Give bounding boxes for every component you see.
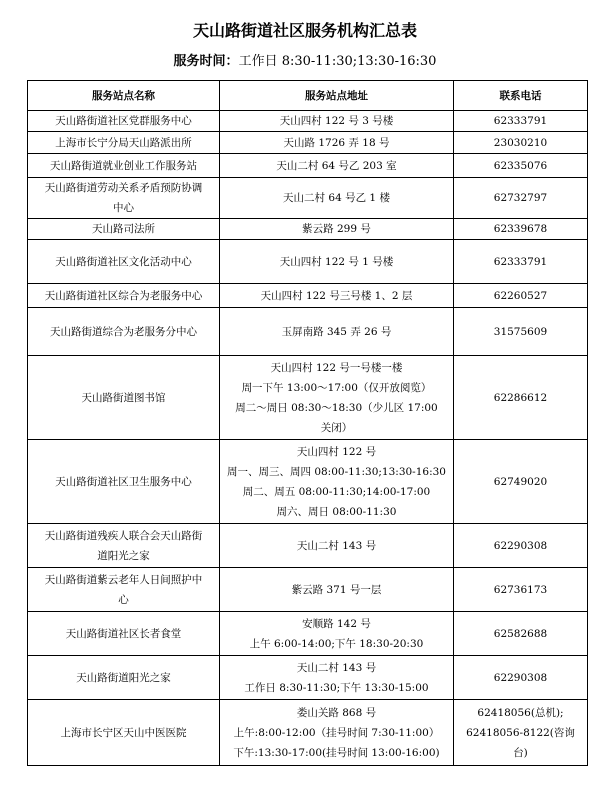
station-address-cell — [220, 219, 454, 240]
cell-text-line: 62335076 — [493, 159, 548, 172]
station-address-cell — [220, 656, 454, 700]
station-phone-cell — [454, 284, 588, 308]
station-name-cell — [28, 440, 220, 524]
cell-text-line: 天山路街道就业创业工作服务站 — [50, 159, 197, 172]
station-address-cell — [220, 308, 454, 356]
station-phone-cell — [454, 356, 588, 440]
cell-text-line: 中心 — [113, 202, 134, 214]
cell-text-line: 上午 6:00-14:00;下午 18:30-20:30 — [249, 637, 424, 650]
cell-text-line: 周六、周日 08:00-11:30 — [276, 505, 397, 518]
table-row — [28, 178, 588, 219]
service-directory-table — [27, 80, 588, 766]
station-phone-cell — [454, 308, 588, 356]
cell-text-line: 31575609 — [493, 325, 548, 338]
cell-text-line: 下午:13:30-17:00(挂号时间 13:00-16:00) — [233, 746, 440, 759]
cell-text-line: 62749020 — [493, 475, 548, 488]
cell-text-line: 天山路街道阳光之家 — [76, 671, 171, 684]
table-row — [28, 700, 588, 766]
cell-text-line: 天山路街道紫云老年人日间照护中 — [44, 573, 203, 586]
cell-text-line: 关闭） — [320, 421, 353, 434]
cell-text-line: 天山路街道劳动关系矛盾预防协调 — [44, 182, 203, 194]
cell-text-line: 天山路司法所 — [92, 223, 155, 235]
cell-text-line: 娄山关路 868 号 — [296, 706, 377, 719]
station-address-cell — [220, 524, 454, 568]
cell-text-line: 上海市长宁分局天山路派出所 — [55, 136, 192, 149]
cell-text-line: 天山路街道综合为老服务分中心 — [50, 325, 197, 338]
station-phone-cell — [454, 111, 588, 132]
table-row — [28, 240, 588, 284]
station-name-cell — [28, 240, 220, 284]
cell-text-line: 台) — [513, 746, 528, 759]
station-name-cell — [28, 219, 220, 240]
cell-text-line: 道阳光之家 — [97, 549, 150, 562]
cell-text-line: 天山路 1726 弄 18 号 — [283, 136, 390, 149]
cell-text-line: 天山路街道社区综合为老服务中心 — [44, 289, 203, 302]
station-phone-cell — [454, 524, 588, 568]
service-time-value: 工作日 8:30-11:30;13:30-16:30 — [238, 54, 437, 69]
table-row — [28, 132, 588, 154]
header-station-name: 服务站点名称 — [28, 81, 220, 111]
station-phone-cell — [454, 612, 588, 656]
header-station-address: 服务站点地址 — [220, 81, 454, 111]
station-name-cell — [28, 356, 220, 440]
cell-text-line: 62339678 — [493, 223, 548, 235]
service-time — [0, 52, 610, 72]
station-name-cell — [28, 656, 220, 700]
table-row — [28, 308, 588, 356]
station-name-cell — [28, 612, 220, 656]
cell-text-line: 62333791 — [493, 255, 548, 268]
cell-text-line: 62418056(总机); — [477, 706, 564, 719]
table-row — [28, 356, 588, 440]
table-header-row — [28, 81, 588, 111]
cell-text-line: 天山路街道社区文化活动中心 — [55, 255, 192, 268]
station-phone-cell — [454, 154, 588, 178]
cell-text-line: 天山四村 122 号 1 号楼 — [279, 255, 394, 268]
station-address-cell — [220, 154, 454, 178]
station-name-cell — [28, 178, 220, 219]
document-title: 天山路街道社区服务机构汇总表 — [192, 21, 417, 40]
station-address-cell — [220, 356, 454, 440]
cell-text-line: 62732797 — [493, 192, 548, 204]
cell-text-line: 紫云路 371 号一层 — [291, 583, 382, 596]
station-phone-cell — [454, 700, 588, 766]
station-address-cell — [220, 700, 454, 766]
table-row — [28, 612, 588, 656]
cell-text-line: 62286612 — [493, 391, 548, 404]
cell-text-line: 安顺路 142 号 — [302, 617, 371, 630]
cell-text-line: 周一下午 13:00～17:00（仅开放阅览） — [241, 381, 432, 394]
cell-text-line: 紫云路 299 号 — [302, 223, 371, 235]
cell-text-line: 天山二村 64 号乙 203 室 — [276, 159, 397, 172]
table-row — [28, 111, 588, 132]
cell-text-line: 周二～周日 08:30～18:30（少儿区 17:00 — [235, 401, 438, 414]
cell-text-line: 玉屏南路 345 弄 26 号 — [281, 325, 392, 338]
station-name-cell — [28, 308, 220, 356]
station-address-cell — [220, 568, 454, 612]
cell-text-line: 62290308 — [493, 671, 548, 684]
cell-text-line: 心 — [118, 593, 129, 606]
table-row — [28, 284, 588, 308]
station-phone-cell — [454, 440, 588, 524]
cell-text-line: 周二、周五 08:00-11:30;14:00-17:00 — [242, 485, 431, 498]
table-row — [28, 219, 588, 240]
cell-text-line: 上午:8:00-12:00（挂号时间 7:30-11:00） — [233, 726, 440, 739]
cell-text-line: 工作日 8:30-11:30;下午 13:30-15:00 — [244, 681, 429, 694]
cell-text-line: 天山四村 122 号三号楼 1、2 层 — [260, 289, 413, 302]
station-address-cell — [220, 612, 454, 656]
station-name-cell — [28, 154, 220, 178]
header-phone: 联系电话 — [454, 81, 588, 111]
station-address-cell — [220, 132, 454, 154]
station-name-cell — [28, 524, 220, 568]
station-address-cell — [220, 240, 454, 284]
cell-text-line: 天山路街道残疾人联合会天山路街 — [44, 529, 203, 542]
station-name-cell — [28, 111, 220, 132]
cell-text-line: 上海市长宁区天山中医医院 — [60, 726, 187, 739]
station-address-cell — [220, 178, 454, 219]
station-name-cell — [28, 568, 220, 612]
table-row — [28, 154, 588, 178]
cell-text-line: 天山四村 122 号一号楼一楼 — [270, 361, 403, 374]
cell-text-line: 23030210 — [493, 136, 548, 149]
table-row — [28, 524, 588, 568]
station-name-cell — [28, 284, 220, 308]
cell-text-line: 62582688 — [493, 627, 548, 640]
cell-text-line: 天山二村 143 号 — [296, 661, 377, 674]
station-phone-cell — [454, 219, 588, 240]
table-row — [28, 656, 588, 700]
table-row — [28, 440, 588, 524]
cell-text-line: 天山路街道社区卫生服务中心 — [55, 475, 192, 488]
cell-text-line: 天山二村 64 号乙 1 楼 — [283, 192, 390, 204]
station-address-cell — [220, 440, 454, 524]
cell-text-line: 周一、周三、周四 08:00-11:30;13:30-16:30 — [226, 465, 446, 478]
station-address-cell — [220, 111, 454, 132]
cell-text-line: 天山四村 122 号 3 号楼 — [279, 115, 394, 127]
station-name-cell — [28, 132, 220, 154]
cell-text-line: 62290308 — [493, 539, 548, 552]
station-phone-cell — [454, 656, 588, 700]
cell-text-line: 天山路街道社区党群服务中心 — [55, 115, 192, 127]
station-phone-cell — [454, 132, 588, 154]
station-phone-cell — [454, 178, 588, 219]
station-phone-cell — [454, 568, 588, 612]
table-body — [28, 111, 588, 766]
cell-text-line: 62418056-8122(咨询 — [466, 726, 575, 739]
station-phone-cell — [454, 240, 588, 284]
table-row — [28, 568, 588, 612]
cell-text-line: 62260527 — [493, 289, 548, 302]
cell-text-line: 天山路街道图书馆 — [81, 391, 166, 404]
cell-text-line: 天山四村 122 号 — [296, 445, 377, 458]
station-name-cell — [28, 700, 220, 766]
station-address-cell — [220, 284, 454, 308]
service-time-label: 服务时间： — [173, 54, 239, 69]
cell-text-line: 62333791 — [493, 115, 548, 127]
cell-text-line: 62736173 — [493, 583, 548, 596]
cell-text-line: 天山二村 143 号 — [296, 539, 377, 552]
cell-text-line: 天山路街道社区长者食堂 — [65, 627, 182, 640]
